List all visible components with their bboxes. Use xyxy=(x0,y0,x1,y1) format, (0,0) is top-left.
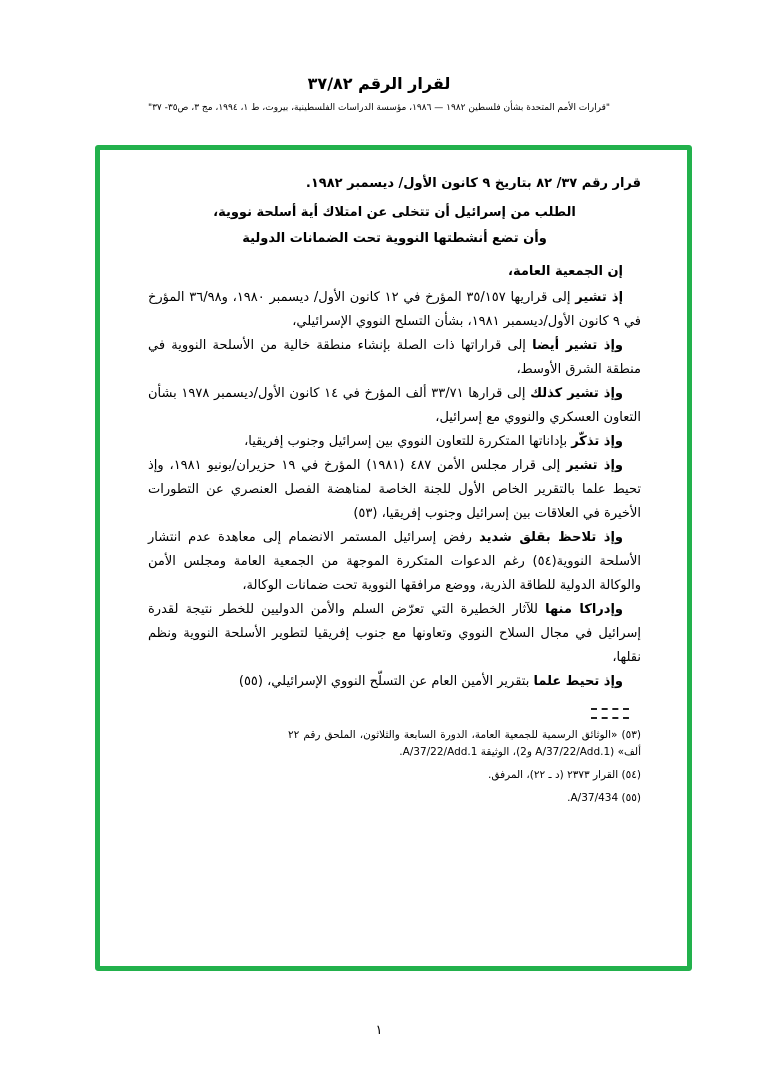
paragraph-lead: وإذ تذكّر xyxy=(571,434,623,449)
preamble-paragraph-8 xyxy=(148,670,641,694)
paragraph-text: إلى قراراتها ذات الصلة بإنشاء منطقة خالية من الأسلحة النووية في منطقة الشرق الأوسط، xyxy=(148,338,641,377)
page-title: لقرار الرقم ٣٧/٨٢ xyxy=(307,74,451,93)
footnote-54: (٥٤) القرار ٢٣٧٣ (د ـ ٢٢)، المرفق. xyxy=(487,769,641,781)
opening-phrase: إن الجمعية العامة، xyxy=(508,264,623,279)
preamble-paragraph-6 xyxy=(148,526,641,598)
paragraph-lead: وإذ تشير xyxy=(566,458,623,473)
resolution-body xyxy=(100,150,687,807)
paragraph-text: إلى قرارها ٣٣/٧١ ألف المؤرخ في ١٤ كانون الأول/ديسمبر ١٩٧٨ بشأن التعاون العسكري والنووي مع إسرائيل، xyxy=(148,386,641,425)
resolution-heading xyxy=(148,200,641,252)
paragraph-text: إلى قرار مجلس الأمن ٤٨٧ (١٩٨١) المؤرخ في ١٩ حزيران/يونيو ١٩٨١، وإذ تحيط علما بالتقرير الخاص الأول للجنة الخاصة لمناهضة الفصل العنصري عن التطورات الأخيرة في العلاقات بين إسرائيل وجنوب إفريقيا، (٥٣) xyxy=(148,458,641,521)
paragraph-text: إلى قراريها ٣٥/١٥٧ المؤرخ في ١٢ كانون الأول/ ديسمبر ١٩٨٠، و٣٦/٩٨ المؤرخ في ٩ كانون الأول/ديسمبر ١٩٨١، بشأن التسلح النووي الإسرائيلي، xyxy=(148,290,641,329)
page-header xyxy=(0,74,758,113)
paragraph-lead: وإدراكا منها xyxy=(545,602,624,617)
footnote-separator-line xyxy=(591,708,629,710)
footnote-separator-line xyxy=(591,717,629,719)
resolution-heading-line1: الطلب من إسرائيل أن تتخلى عن امتلاك أية أسلحة نووية، xyxy=(213,205,576,220)
preamble-paragraph-3 xyxy=(148,382,641,430)
paragraph-lead: وإذ تلاحظ بقلق شديد xyxy=(479,530,624,545)
preamble-paragraph-2 xyxy=(148,334,641,382)
paragraph-lead: وإذ تشير كذلك xyxy=(530,386,623,401)
page-number: ١ xyxy=(375,1023,383,1038)
source-citation: "قرارات الأمم المتحدة بشأن فلسطين ١٩٨٢ — ١٩٨٦، مؤسسة الدراسات الفلسطينية، بيروت، ط ١، ١٩٩٤، مج ٣، ص٣٥- ٣٧" xyxy=(147,103,611,113)
paragraph-text: للآثار الخطيرة التي تعرّض السلم والأمن الدوليين للخطر نتيجة لقدرة إسرائيل في مجال السلاح النووي وتعاونها مع جنوب إفريقيا لتطوير الأسلحة النووية ونظم نقلها، xyxy=(148,602,641,665)
paragraph-lead: وإذ تحيط علما xyxy=(533,674,623,689)
paragraph-lead: إذ تشير xyxy=(575,290,624,305)
preamble-paragraph-1 xyxy=(148,286,641,334)
paragraph-text: بتقرير الأمين العام عن التسلّح النووي الإسرائيلي، (٥٥) xyxy=(238,674,534,689)
footnote-53: (٥٣) «الوثائق الرسمية للجمعية العامة، الدورة السابعة والثلاثون، الملحق رقم ٢٢ ألف» (A/37/22/Add.1 و2)، الوثيقة A/37/22/Add.1. xyxy=(288,729,641,758)
paragraph-lead: وإذ تشير أيضا xyxy=(532,338,623,353)
preamble-paragraph-5 xyxy=(148,454,641,526)
resolution-title: قرار رقم ٣٧/ ٨٢ بتاريخ ٩ كانون الأول/ ديسمبر ١٩٨٢. xyxy=(305,176,641,191)
preamble-paragraph-7 xyxy=(148,598,641,670)
preamble-paragraph-4 xyxy=(148,430,641,454)
paragraph-text: رفض إسرائيل المستمر الانضمام إلى معاهدة عدم انتشار الأسلحة النووية(٥٤) رغم الدعوات المتكررة الموجهة من الجمعية العامة ومجلس الأمن والوكالة الدولية للطاقة الذرية، ووضع مرافقها النووية تحت ضمانات الوكالة، xyxy=(148,530,641,593)
footnotes xyxy=(288,727,641,807)
footnote-55: (٥٥) A/37/434. xyxy=(567,792,641,804)
paragraph-text: بإداناتها المتكررة للتعاون النووي بين إسرائيل وجنوب إفريقيا، xyxy=(244,434,572,449)
footnote-separator xyxy=(148,708,629,719)
resolution-heading-line2: وأن تضع أنشطتها النووية تحت الضمانات الدولية xyxy=(242,231,547,246)
highlight-frame xyxy=(95,145,692,971)
